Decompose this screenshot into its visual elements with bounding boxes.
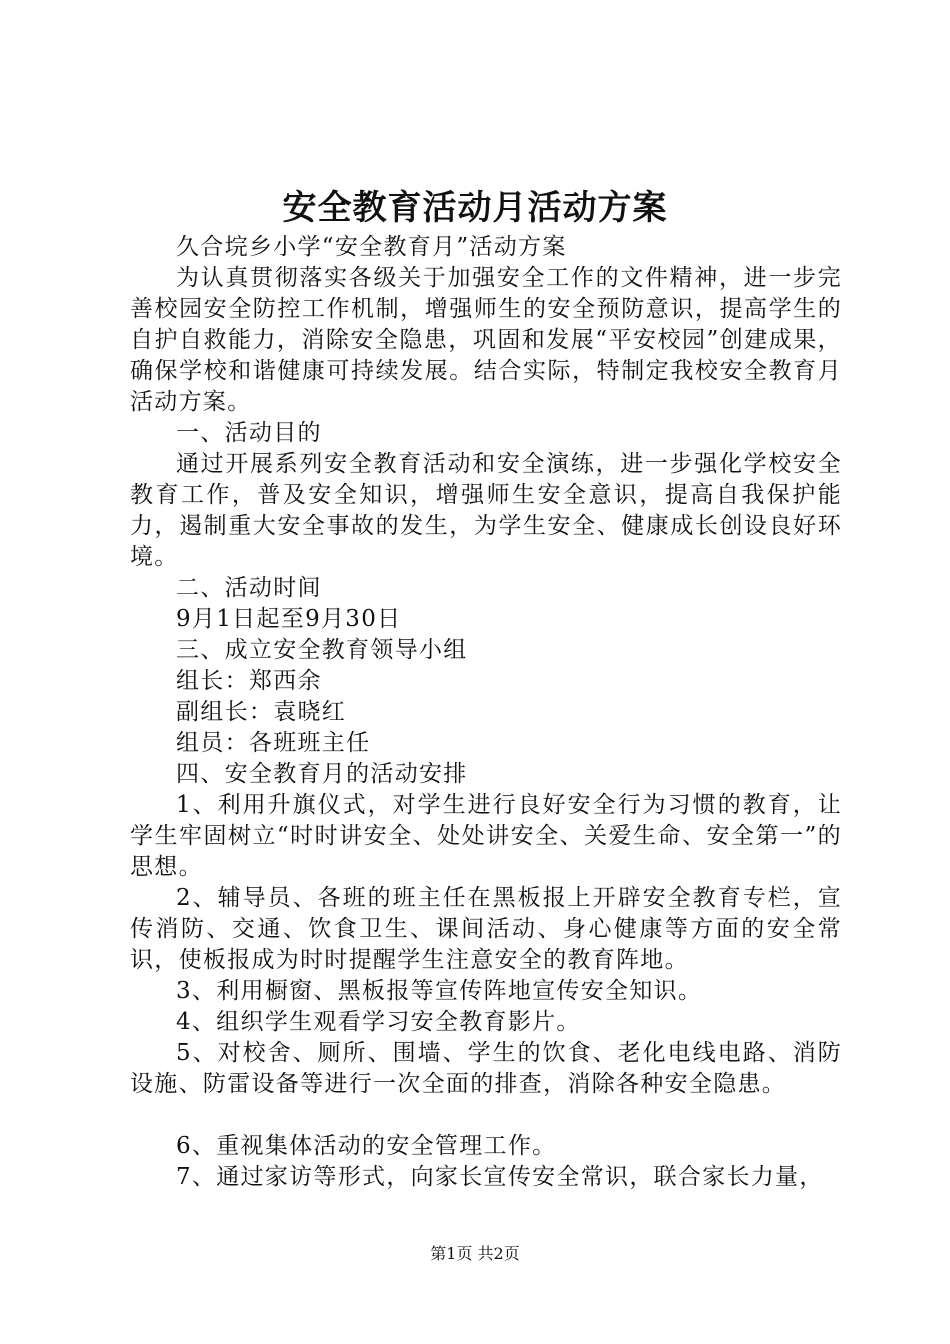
page-number-footer: 第1页 共2页 [430,1244,520,1263]
paragraph-purpose: 通过开展系列安全教育活动和安全演练，进一步强化学校安全教育工作，普及安全知识，增强师生安全意识，提高自我保护能力，遏制重大安全事故的发生，为学生安全、健康成长创设良好环境。 [130,451,842,570]
heading-leadership-group: 三、成立安全教育领导小组 [176,637,468,663]
list-item-1: 1、利用升旗仪式，对学生进行良好安全行为习惯的教育，让学生牢固树立“时时讲安全、处处讲安全、关爱生命、安全第一”的思想。 [130,792,842,880]
paragraph-group-leader: 组长：郑西余 [176,668,322,694]
list-item-4: 4、组织学生观看学习安全教育影片。 [176,1009,581,1035]
list-item-3: 3、利用橱窗、黑板报等宣传阵地宣传安全知识。 [176,978,703,1004]
list-item-5: 5、对校舍、厕所、围墙、学生的饮食、老化电线电路、消防设施、防雷设备等进行一次全面的排查，消除各种安全隐患。 [130,1040,842,1097]
paragraph-members: 组员：各班班主任 [176,730,371,756]
list-item-2: 2、辅导员、各班的班主任在黑板报上开辟安全教育专栏，宣传消防、交通、饮食卫生、课间活动、身心健康等方面的安全常识，使板报成为时时提醒学生注意安全的教育阵地。 [130,885,842,973]
paragraph-subtitle: 久合垸乡小学“安全教育月”活动方案 [176,234,567,260]
list-item-7: 7、通过家访等形式，向家长宣传安全常识，联合家长力量， [176,1164,824,1190]
list-item-6: 6、重视集体活动的安全管理工作。 [176,1133,557,1159]
heading-activity-purpose: 一、活动目的 [176,420,322,446]
document-body [130,232,842,1193]
heading-activity-arrangement: 四、安全教育月的活动安排 [176,761,468,787]
document-title: 安全教育活动月活动方案 [282,188,668,228]
paragraph-intro: 为认真贯彻落实各级关于加强安全工作的文件精神，进一步完善校园安全防控工作机制，增强师生的安全预防意识，提高学生的自护自救能力，消除安全隐患，巩固和发展“平安校园”创建成果，确保学校和谐健康可持续发展。结合实际，特制定我校安全教育月活动方案。 [130,265,842,415]
heading-activity-time: 二、活动时间 [176,575,322,601]
paragraph-deputy-leader: 副组长：袁晓红 [176,699,347,725]
paragraph-time: 9月1日起至9月30日 [176,606,402,632]
